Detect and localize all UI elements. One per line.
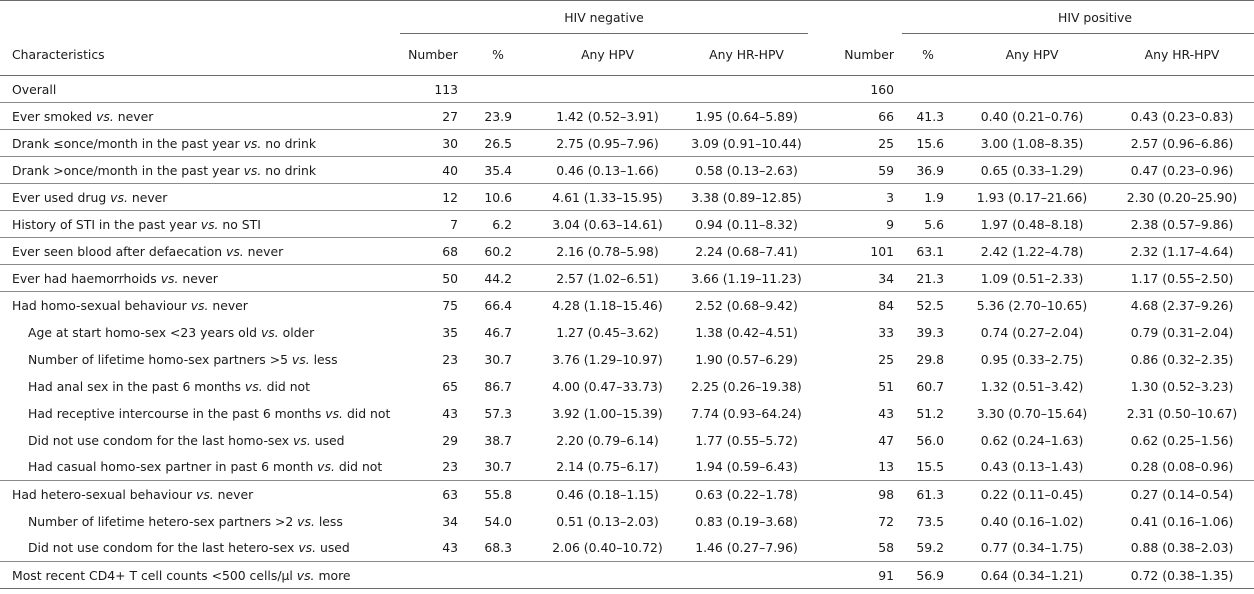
table-row [0,157,1254,184]
pos-any-hpv-cell: 0.65 (0.33–1.29) [954,157,1110,184]
pos-number-cell: 72 [878,513,895,529]
neg-number-cell: 113 [400,76,466,103]
row-label: Most recent CD4+ T cell counts <500 cells/μl vs. more [0,562,400,589]
pos-any-hr-hpv-cell: 4.68 (2.37–9.26) [1110,292,1254,319]
neg-any-hr-hpv-cell [685,76,808,103]
row-label: Did not use condom for the last hetero-sex vs. used [28,540,350,556]
pos-number-cell: 98 [808,481,902,508]
pos-number-cell: 59 [808,157,902,184]
col-characteristics: Characteristics [0,34,400,76]
pos-percent-cell: 5.6 [902,211,954,238]
pos-any-hpv-cell: 1.09 (0.51–2.33) [954,265,1110,292]
neg-number-cell: 23 [442,459,458,475]
pos-percent-cell: 21.3 [902,265,954,292]
neg-percent-cell [466,76,530,103]
pos-number-cell: 34 [808,265,902,292]
pos-percent-cell: 61.3 [902,481,954,508]
neg-number-cell: 68 [400,238,466,265]
neg-percent-cell: 6.2 [466,211,530,238]
pos-any-hr-hpv-cell: 2.57 (0.96–6.86) [1110,130,1254,157]
pos-percent-cell: 63.1 [902,238,954,265]
neg-number-cell [400,562,466,589]
row-label: Number of lifetime hetero-sex partners >2 vs. less [28,513,343,529]
table-row [0,481,1254,508]
col-number-neg: Number [400,34,466,76]
pos-any-hr-hpv-cell: 2.32 (1.17–4.64) [1110,238,1254,265]
neg-percent-cell: 30.7 [484,459,512,475]
row-label: Drank >once/month in the past year vs. no drink [0,157,400,184]
neg-percent-cell: 26.5 [466,130,530,157]
pos-any-hpv-cell: 1.93 (0.17–21.66) [954,184,1110,211]
row-label: Age at start homo-sex <23 years old vs. older [28,324,315,340]
row-label: Had hetero-sexual behaviour vs. never [0,481,400,508]
pos-percent-cell: 51.2 [916,405,945,421]
neg-any-hr-hpv-cell: 3.66 (1.19–11.23) [685,265,808,292]
neg-any-hpv-cell: 0.46 (0.13–1.66) [530,157,685,184]
pos-any-hr-hpv-cell: 2.30 (0.20–25.90) [1110,184,1254,211]
pos-any-hr-hpv-cell: 2.31 (0.50–10.67) [1126,405,1238,421]
neg-any-hpv-cell: 1.42 (0.52–3.91) [530,103,685,130]
neg-percent-cell: 86.7 [484,378,512,394]
col-any-hr-hpv-pos: Any HR-HPV [1110,34,1254,76]
table-row [0,184,1254,211]
neg-number-cell: 65 [442,378,458,394]
table-row [0,265,1254,292]
pos-percent-cell: 1.9 [902,184,954,211]
pos-number-cell: 51 [878,378,895,394]
pos-any-hr-hpv-cell [1110,76,1254,103]
neg-any-hpv-cell: 0.51 (0.13–2.03) [556,513,659,529]
neg-any-hpv-cell: 2.16 (0.78–5.98) [530,238,685,265]
neg-number-cell: 63 [400,481,466,508]
pos-any-hr-hpv-cell: 0.79 (0.31–2.04) [1130,324,1234,340]
pos-percent-cell: 59.2 [916,540,945,556]
pos-any-hpv-cell: 3.00 (1.08–8.35) [954,130,1110,157]
pos-number-cell: 66 [808,103,902,130]
neg-number-cell: 27 [400,103,466,130]
group-hiv-negative: HIV negative [400,1,808,34]
neg-any-hpv-cell: 3.92 (1.00–15.39) [552,405,663,421]
pos-percent-cell [902,76,954,103]
pos-any-hpv-cell: 0.22 (0.11–0.45) [954,481,1110,508]
neg-percent-cell: 60.2 [466,238,530,265]
neg-any-hr-hpv-cell: 2.25 (0.26–19.38) [691,378,802,394]
neg-number-cell: 34 [442,513,458,529]
neg-any-hpv-cell: 2.75 (0.95–7.96) [530,130,685,157]
row-label: Ever seen blood after defaecation vs. never [0,238,400,265]
pos-any-hpv-cell: 0.40 (0.21–0.76) [954,103,1110,130]
neg-percent-cell: 46.7 [484,324,512,340]
pos-any-hr-hpv-cell: 0.62 (0.25–1.56) [1130,432,1234,448]
pos-any-hr-hpv-cell: 0.27 (0.14–0.54) [1110,481,1254,508]
neg-percent-cell: 55.8 [466,481,530,508]
neg-number-cell: 12 [400,184,466,211]
neg-number-cell: 7 [400,211,466,238]
table-row [0,535,1254,562]
neg-any-hr-hpv-cell: 1.94 (0.59–6.43) [695,459,798,475]
pos-percent-cell: 60.7 [916,378,945,394]
pos-any-hpv-cell: 0.62 (0.24–1.63) [980,432,1084,448]
pos-any-hr-hpv-cell: 0.43 (0.23–0.83) [1110,103,1254,130]
pos-any-hr-hpv-cell: 2.38 (0.57–9.86) [1110,211,1254,238]
pos-any-hr-hpv-cell: 0.86 (0.32–2.35) [1130,351,1234,367]
row-label: Ever used drug vs. never [0,184,400,211]
pos-any-hpv-cell: 1.32 (0.51–3.42) [980,378,1084,394]
pos-number-cell: 47 [878,432,895,448]
pos-number-cell: 9 [808,211,902,238]
neg-any-hr-hpv-cell: 0.94 (0.11–8.32) [685,211,808,238]
pos-any-hpv-cell [954,76,1110,103]
pos-any-hpv-cell: 0.64 (0.34–1.21) [954,562,1110,589]
table-row [0,103,1254,130]
table-row [0,76,1254,103]
pos-any-hpv-cell: 0.95 (0.33–2.75) [980,351,1084,367]
neg-percent-cell: 10.6 [466,184,530,211]
neg-number-cell: 40 [400,157,466,184]
col-percent-neg: % [466,34,530,76]
neg-percent-cell: 44.2 [466,265,530,292]
pos-any-hpv-cell: 0.77 (0.34–1.75) [980,540,1084,556]
table-row [0,427,1254,454]
pos-number-cell: 25 [808,130,902,157]
neg-any-hpv-cell: 2.06 (0.40–10.72) [552,540,663,556]
pos-any-hpv-cell: 0.74 (0.27–2.04) [980,324,1084,340]
row-label: Overall [0,76,400,103]
neg-any-hpv-cell: 3.04 (0.63–14.61) [530,211,685,238]
pos-percent-cell: 73.5 [916,513,945,529]
table-row [0,562,1254,589]
neg-any-hr-hpv-cell: 2.52 (0.68–9.42) [685,292,808,319]
table-row [0,211,1254,238]
neg-percent-cell: 38.7 [484,432,512,448]
neg-number-cell: 50 [400,265,466,292]
row-label: Had receptive intercourse in the past 6 months vs. did not [28,405,391,421]
pos-percent-cell: 15.6 [902,130,954,157]
neg-any-hr-hpv-cell: 3.38 (0.89–12.85) [685,184,808,211]
header-gap [808,1,902,34]
neg-any-hr-hpv-cell: 0.58 (0.13–2.63) [685,157,808,184]
pos-number-cell: 84 [808,292,902,319]
group-header-row [0,1,1254,34]
neg-any-hr-hpv-cell: 1.46 (0.27–7.96) [695,540,798,556]
col-number-pos: Number [808,34,902,76]
row-label: Ever smoked vs. never [0,103,400,130]
neg-any-hpv-cell: 2.14 (0.75–6.17) [556,459,659,475]
neg-any-hr-hpv-cell: 0.83 (0.19–3.68) [695,513,798,529]
neg-any-hr-hpv-cell: 0.63 (0.22–1.78) [685,481,808,508]
pos-any-hpv-cell: 1.97 (0.48–8.18) [954,211,1110,238]
pos-percent-cell: 56.0 [916,432,945,448]
neg-any-hr-hpv-cell: 1.38 (0.42–4.51) [695,324,798,340]
neg-number-cell: 29 [442,432,458,448]
pos-any-hpv-cell: 3.30 (0.70–15.64) [976,405,1088,421]
neg-any-hr-hpv-cell: 3.09 (0.91–10.44) [685,130,808,157]
pos-any-hr-hpv-cell: 1.30 (0.52–3.23) [1130,378,1234,394]
neg-percent-cell: 35.4 [466,157,530,184]
pos-percent-cell: 56.9 [902,562,954,589]
neg-percent-cell: 23.9 [466,103,530,130]
neg-any-hpv-cell: 4.28 (1.18–15.46) [530,292,685,319]
header-spacer [0,1,400,34]
pos-any-hr-hpv-cell: 0.28 (0.08–0.96) [1130,459,1234,475]
row-label: History of STI in the past year vs. no STI [0,211,400,238]
pos-any-hpv-cell: 2.42 (1.22–4.78) [954,238,1110,265]
neg-any-hpv-cell: 2.20 (0.79–6.14) [556,432,659,448]
neg-any-hpv-cell: 0.46 (0.18–1.15) [530,481,685,508]
pos-percent-cell: 29.8 [916,351,945,367]
neg-percent-cell: 57.3 [484,405,512,421]
table-row [0,454,1254,481]
pos-any-hr-hpv-cell: 0.88 (0.38–2.03) [1130,540,1234,556]
row-label: Drank ≤once/month in the past year vs. no drink [0,130,400,157]
neg-any-hpv-cell: 2.57 (1.02–6.51) [530,265,685,292]
row-label: Had anal sex in the past 6 months vs. did not [28,378,310,394]
pos-number-cell: 43 [878,405,895,421]
pos-number-cell: 58 [878,540,895,556]
pos-number-cell: 160 [808,76,902,103]
table-row [0,400,1254,427]
neg-any-hr-hpv-cell: 1.95 (0.64–5.89) [685,103,808,130]
neg-number-cell: 23 [442,351,458,367]
neg-any-hr-hpv-cell: 1.90 (0.57–6.29) [695,351,798,367]
neg-number-cell: 43 [442,405,458,421]
neg-percent-cell: 66.4 [466,292,530,319]
table-row [0,508,1254,535]
neg-percent-cell: 30.7 [484,351,512,367]
col-any-hpv-neg: Any HPV [530,34,685,76]
neg-any-hpv-cell [530,562,685,589]
neg-any-hpv-cell [530,76,685,103]
neg-any-hr-hpv-cell: 7.74 (0.93–64.24) [691,405,802,421]
pos-percent-cell: 36.9 [902,157,954,184]
pos-number-cell: 13 [878,459,895,475]
table-row [0,130,1254,157]
table-row [0,373,1254,400]
column-header-row [0,34,1254,76]
neg-percent-cell: 54.0 [484,513,512,529]
pos-number-cell: 25 [878,351,895,367]
pos-any-hpv-cell: 0.40 (0.16–1.02) [980,513,1084,529]
neg-any-hpv-cell: 4.00 (0.47–33.73) [552,378,663,394]
pos-percent-cell: 39.3 [916,324,945,340]
col-any-hpv-pos: Any HPV [954,34,1110,76]
neg-number-cell: 35 [442,324,458,340]
row-label: Had homo-sexual behaviour vs. never [0,292,400,319]
neg-number-cell: 30 [400,130,466,157]
neg-number-cell: 75 [400,292,466,319]
row-label: Number of lifetime homo-sex partners >5 vs. less [28,351,338,367]
col-any-hr-hpv-neg: Any HR-HPV [685,34,808,76]
neg-any-hr-hpv-cell [685,562,808,589]
neg-any-hr-hpv-cell: 1.77 (0.55–5.72) [695,432,798,448]
row-label: Did not use condom for the last homo-sex vs. used [28,432,345,448]
pos-number-cell: 3 [808,184,902,211]
pos-any-hpv-cell: 0.43 (0.13–1.43) [980,459,1084,475]
table-row [0,292,1254,319]
neg-any-hpv-cell: 1.27 (0.45–3.62) [556,324,659,340]
neg-any-hr-hpv-cell: 2.24 (0.68–7.41) [685,238,808,265]
group-hiv-positive: HIV positive [902,1,1254,34]
pos-percent-cell: 52.5 [902,292,954,319]
neg-percent-cell [466,562,530,589]
table-row [0,238,1254,265]
pos-any-hr-hpv-cell: 0.72 (0.38–1.35) [1110,562,1254,589]
row-label: Had casual homo-sex partner in past 6 month vs. did not [28,459,383,475]
pos-percent-cell: 41.3 [902,103,954,130]
neg-number-cell: 43 [442,540,458,556]
neg-any-hpv-cell: 4.61 (1.33–15.95) [530,184,685,211]
pos-any-hr-hpv-cell: 1.17 (0.55–2.50) [1110,265,1254,292]
table-row [0,319,1254,346]
neg-any-hpv-cell: 3.76 (1.29–10.97) [552,351,663,367]
pos-any-hr-hpv-cell: 0.47 (0.23–0.96) [1110,157,1254,184]
pos-percent-cell: 15.5 [916,459,945,475]
pos-any-hpv-cell: 5.36 (2.70–10.65) [954,292,1110,319]
table-body [0,76,1254,589]
pos-number-cell: 33 [878,324,895,340]
pos-number-cell: 101 [808,238,902,265]
neg-percent-cell: 68.3 [484,540,512,556]
col-percent-pos: % [902,34,954,76]
pos-any-hr-hpv-cell: 0.41 (0.16–1.06) [1130,513,1234,529]
table-row [0,346,1254,373]
pos-number-cell: 91 [808,562,902,589]
row-label: Ever had haemorrhoids vs. never [0,265,400,292]
